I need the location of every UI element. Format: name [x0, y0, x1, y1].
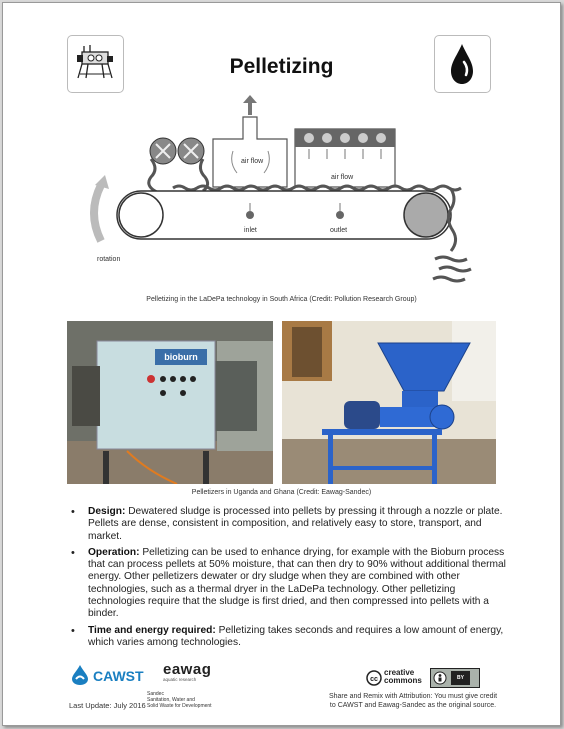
ladepa-diagram: [73, 91, 493, 291]
photos-caption: Pelletizers in Uganda and Ghana (Credit: Eawag-Sandec): [191, 489, 372, 496]
person-icon: [433, 671, 447, 685]
bullet-operation: [69, 547, 509, 621]
cc-by-text: BY: [451, 671, 470, 685]
bullet-time-energy: [69, 625, 509, 650]
eawag-text: eawag: [163, 661, 212, 678]
inlet-label: inlet: [244, 227, 257, 234]
cc-text-line2: commons: [384, 676, 422, 685]
cawst-text: CAWST: [93, 668, 144, 684]
bullet-text: Dewatered sludge is processed into pellets by pressing it through a nozzle or plate. Pellets are dense, consistent in composition, and relatively easy to store, transport, and market.: [88, 506, 503, 542]
outlet-label: outlet: [330, 227, 348, 234]
bullet-text: Pelletizing can be used to enhance drying, for example with the Bioburn process that can process pellets at 50% moisture, that can then dry to 90% without additional thermal energy. Other pelletizers dewater or dry sludge when they are combined with other technologies, such as a thermal dryer in the LaDePa technology. Other pelletizing technologies require that the sludge is first dried, and then compressed into pellets with a binder.: [88, 546, 506, 620]
bullet-heading: Operation:: [88, 546, 140, 558]
cc-icon: [366, 670, 382, 686]
cawst-logo: [69, 664, 149, 688]
license-line: Share and Remix with Attribution: You must give credit: [328, 693, 498, 700]
bullet-heading: Time and energy required:: [88, 624, 216, 636]
sandec-text: [147, 691, 212, 709]
last-update: Last Update: July 2016: [69, 701, 146, 710]
cc-by-badge: [430, 668, 480, 688]
eawag-logo: [163, 662, 243, 683]
sandec-line: Sanitation, Water and: [147, 697, 195, 703]
license-line: to CAWST and Eawag-Sandec as the original source.: [329, 702, 497, 709]
photo-bioburn-pelletizer: [67, 321, 273, 484]
bullet-text: Pelletizing takes seconds and requires a low amount of energy, which varies among technologies.: [88, 624, 504, 648]
sludge-drop-icon: [434, 35, 491, 93]
photo-blue-pelletizer: [282, 321, 496, 484]
bioburn-label: bioburn: [164, 352, 198, 362]
sandec-line: Sandec: [147, 691, 164, 697]
svg-text:cc: cc: [370, 676, 378, 683]
license-text: [303, 692, 523, 710]
page-title: Pelletizing: [229, 55, 334, 79]
cawst-drop-icon: [69, 664, 91, 686]
cc-text-line1: creative: [384, 668, 415, 677]
rotation-label: rotation: [97, 256, 121, 263]
sandec-line: Solid Waste for Development: [147, 703, 212, 709]
page: [2, 2, 561, 726]
bullet-list: [69, 506, 509, 653]
diagram-caption: Pelletizing in the LaDePa technology in South Africa (Credit: Pollution Research Group): [146, 296, 417, 303]
eawag-subtitle: aquatic research: [163, 677, 197, 682]
air-flow-label-2: air flow: [331, 174, 354, 181]
bullet-heading: Design:: [88, 506, 126, 517]
air-flow-label-1: air flow: [241, 158, 264, 165]
bullet-design: [69, 506, 509, 543]
